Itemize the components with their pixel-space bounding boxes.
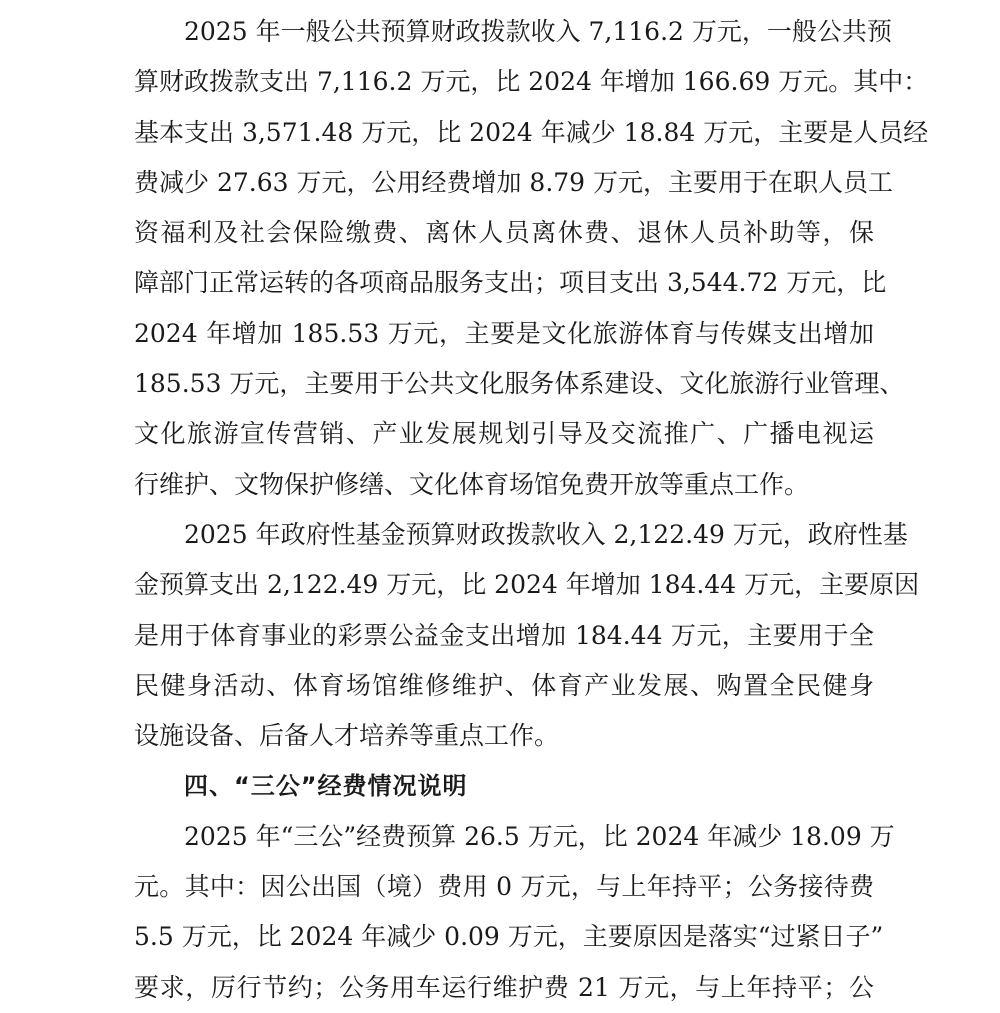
text-line: 2025 年“三公”经费预算 26.5 万元，比 2024 年减少 18.09 万 (184, 821, 895, 851)
text-line: 基本支出 3,571.48 万元，比 2024 年减少 18.84 万元，主要是人员经 (134, 117, 929, 147)
text-line: 2024 年增加 185.53 万元，主要是文化旅游体育与传媒支出增加 (134, 318, 874, 348)
section-heading: 四、“三公”经费情况说明 (184, 772, 468, 801)
text-line: 文化旅游宣传营销、产业发展规划引导及交流推广、广播电视运 (134, 419, 874, 449)
text-line: 185.53 万元，主要用于公共文化服务体系建设、文化旅游行业管理、 (134, 369, 905, 399)
text-line: 资福利及社会保险缴费、离休人员离休费、退休人员补助等，保 (134, 218, 874, 248)
text-line: 5.5 万元，比 2024 年减少 0.09 万元，主要原因是落实“过紧日子” (134, 922, 884, 952)
text-line: 费减少 27.63 万元，公用经费增加 8.79 万元，主要用于在职人员工 (134, 167, 894, 197)
text-line: 算财政拨款支出 7,116.2 万元，比 2024 年增加 166.69 万元。其中： (134, 67, 929, 97)
paragraph-three-public-expenses (134, 812, 895, 1013)
text-line: 是用于体育事业的彩票公益金支出增加 184.44 万元，主要用于全 (134, 620, 874, 650)
text-line: 行维护、文物保护修缮、文化体育场馆免费开放等重点工作。 (134, 469, 810, 499)
text-line: 民健身活动、体育场馆维修维护、体育产业发展、购置全民健身 (134, 670, 874, 700)
paragraph-government-fund (134, 510, 920, 761)
text-line: 金预算支出 2,122.49 万元，比 2024 年增加 184.44 万元，主要原因 (134, 570, 920, 600)
text-line: 障部门正常运转的各项商品服务支出；项目支出 3,544.72 万元，比 (134, 268, 887, 298)
text-line: 元。其中：因公出国（境）费用 0 万元，与上年持平；公务接待费 (134, 872, 874, 902)
text-line: 要求，厉行节约；公务用车运行维护费 21 万元，与上年持平；公 (134, 972, 874, 1002)
paragraph-general-budget (134, 7, 929, 510)
document-page (134, 7, 929, 1013)
text-line: 设施设备、后备人才培养等重点工作。 (134, 721, 560, 751)
text-line: 2025 年一般公共预算财政拨款收入 7,116.2 万元，一般公共预 (184, 17, 892, 46)
text-line: 2025 年政府性基金预算财政拨款收入 2,122.49 万元，政府性基 (184, 519, 908, 549)
